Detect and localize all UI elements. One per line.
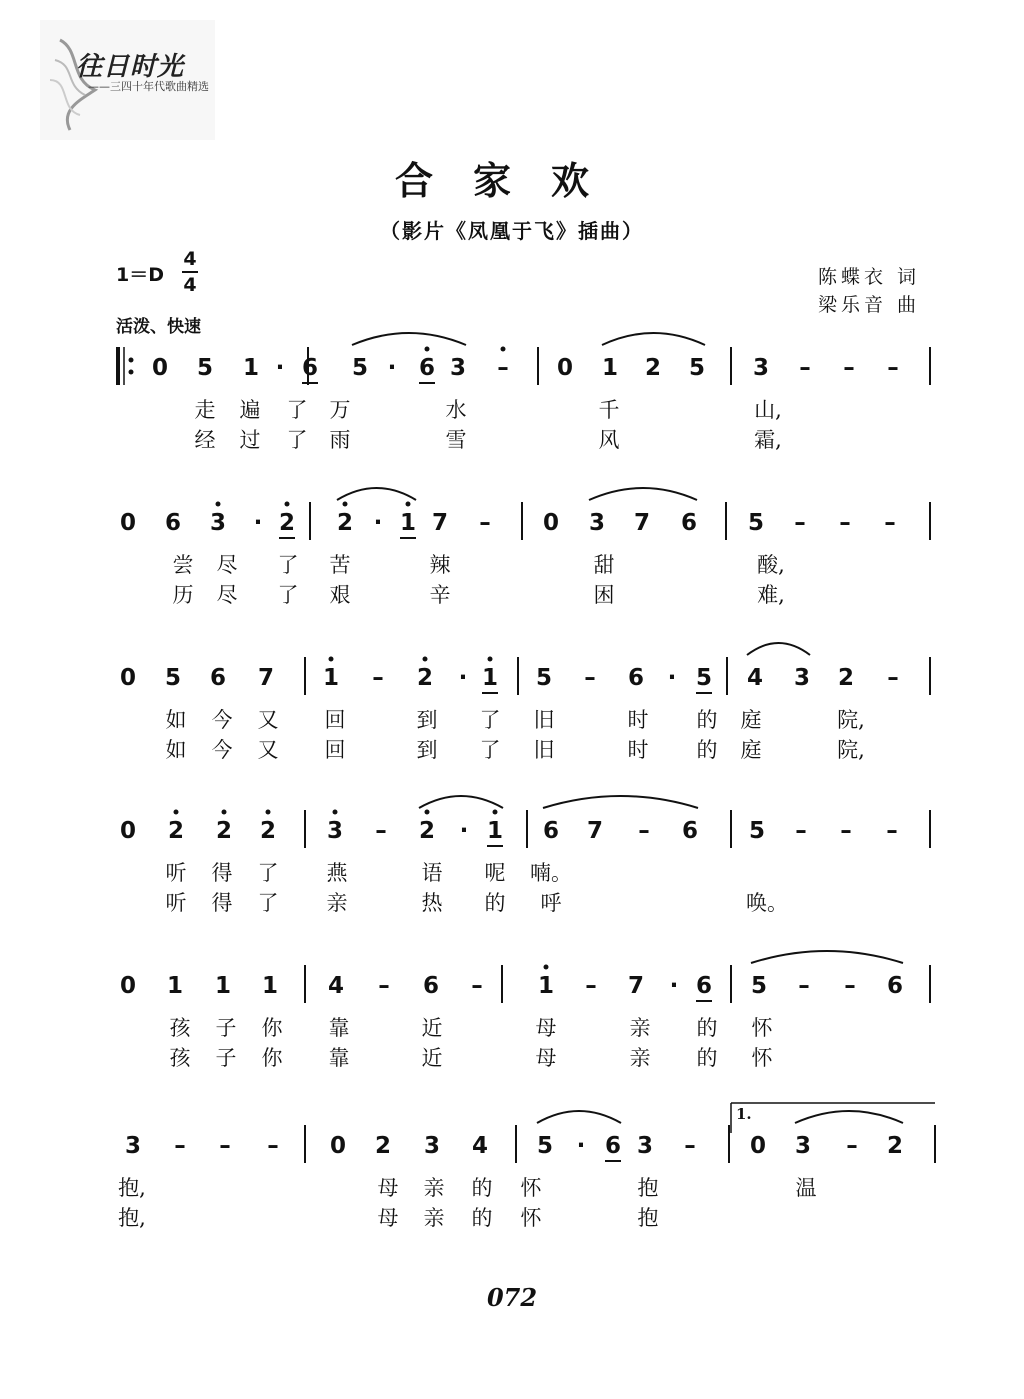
slur-arc [419, 796, 503, 808]
lyric-verse1: 了 [286, 398, 308, 422]
lyric-verse1: 甜 [593, 553, 615, 577]
note: 7 [633, 510, 651, 536]
octave-dot [174, 810, 179, 815]
dash-extension: – [887, 355, 899, 381]
augmentation-dot: · [576, 1133, 586, 1159]
composer-credit: 梁乐音 曲 [818, 294, 921, 316]
lyric-verse1: 酸, [757, 553, 785, 577]
note: 3 [449, 355, 467, 381]
lyric-verse2: 又 [257, 738, 279, 762]
note: 6 [680, 510, 698, 536]
lyric-verse2: 抱, [118, 1206, 146, 1230]
lyric-verse2: 母 [535, 1046, 557, 1070]
dash-extension: – [799, 355, 811, 381]
augmentation-dot: · [669, 973, 679, 999]
octave-dot [488, 657, 493, 662]
dash-extension: – [219, 1133, 231, 1159]
lyric-verse2: 亲 [423, 1206, 445, 1230]
lyric-verse2: 的 [696, 738, 718, 762]
lyric-verse2: 回 [324, 738, 346, 762]
augmentation-dot: · [459, 818, 469, 844]
lyric-verse1: 尽 [216, 553, 238, 577]
note: 1 [486, 818, 504, 844]
lyric-verse1: 得 [211, 861, 233, 885]
slur-arc [352, 333, 466, 345]
dash-extension: – [497, 355, 509, 381]
note: 6 [301, 355, 319, 381]
note: 7 [257, 665, 275, 691]
note: 1 [481, 665, 499, 691]
lyric-verse1: 院, [837, 708, 865, 732]
lyric-verse2: 辛 [429, 583, 451, 607]
dash-extension: – [479, 510, 491, 536]
lyric-verse1: 听 [165, 861, 187, 885]
note: 2 [374, 1133, 392, 1159]
dash-extension: – [267, 1133, 279, 1159]
augmentation-dot: · [275, 355, 285, 381]
note: 5 [750, 973, 768, 999]
note: 5 [536, 1133, 554, 1159]
note: 5 [164, 665, 182, 691]
lyric-verse1: 辣 [429, 553, 451, 577]
note: 2 [837, 665, 855, 691]
dash-extension: – [884, 510, 896, 536]
note: 3 [794, 1133, 812, 1159]
note: 6 [886, 973, 904, 999]
slur-arc [602, 333, 705, 345]
augmentation-dot: · [667, 665, 677, 691]
slur-arc [543, 796, 698, 808]
lyric-verse1: 走 [194, 398, 216, 422]
lyric-verse2: 你 [261, 1046, 283, 1070]
dash-extension: – [794, 510, 806, 536]
lyric-verse1: 了 [257, 861, 279, 885]
augmentation-dot: · [373, 510, 383, 536]
lyric-verse2: 了 [479, 738, 501, 762]
lyric-verse1: 呢 [484, 861, 506, 885]
tempo-marking: 活泼、快速 [116, 317, 201, 337]
note: 2 [215, 818, 233, 844]
lyric-verse2: 尽 [216, 583, 238, 607]
note: 3 [588, 510, 606, 536]
note: 6 [542, 818, 560, 844]
lyric-verse1: 回 [324, 708, 346, 732]
lyric-verse1: 如 [165, 708, 187, 732]
lyric-verse1: 时 [627, 708, 649, 732]
lyric-verse1: 温 [795, 1176, 817, 1200]
lyric-verse2: 雪 [445, 428, 467, 452]
note: 4 [746, 665, 764, 691]
note: 3 [423, 1133, 441, 1159]
lyric-verse1: 尝 [172, 553, 194, 577]
lyric-verse1: 苦 [329, 553, 351, 577]
note: 0 [329, 1133, 347, 1159]
lyric-verse2: 得 [211, 891, 233, 915]
dash-extension: – [798, 973, 810, 999]
lyric-verse2: 的 [471, 1206, 493, 1230]
augmentation-dot: · [458, 665, 468, 691]
lyric-verse2: 了 [257, 891, 279, 915]
repeat-dot [129, 370, 134, 375]
lyric-verse2: 怀 [520, 1206, 542, 1230]
octave-dot [406, 502, 411, 507]
lyric-verse2: 近 [421, 1046, 443, 1070]
logo-title: 往日时光 [76, 52, 185, 82]
note: 5 [351, 355, 369, 381]
lyric-verse1: 的 [696, 708, 718, 732]
song-title: 合家欢 [394, 158, 629, 203]
lyric-verse2: 子 [215, 1046, 237, 1070]
lyric-verse1: 近 [421, 1016, 443, 1040]
note: 6 [418, 355, 436, 381]
lyric-verse1: 水 [445, 398, 467, 422]
dash-extension: – [638, 818, 650, 844]
slur-arc [747, 643, 810, 655]
note: 3 [209, 510, 227, 536]
note: 1 [601, 355, 619, 381]
note: 2 [336, 510, 354, 536]
lyric-verse2: 抱 [637, 1206, 659, 1230]
note: 6 [695, 973, 713, 999]
note: 6 [422, 973, 440, 999]
octave-dot [333, 810, 338, 815]
dash-extension: – [471, 973, 483, 999]
note: 6 [209, 665, 227, 691]
lyric-verse1: 又 [257, 708, 279, 732]
lyric-verse2: 如 [165, 738, 187, 762]
note: 1 [399, 510, 417, 536]
lyricist-credit: 陈蝶衣 词 [818, 266, 921, 288]
note: 2 [167, 818, 185, 844]
dash-extension: – [846, 1133, 858, 1159]
lyric-verse1: 旧 [533, 708, 555, 732]
lyric-verse1: 到 [416, 708, 438, 732]
octave-dot [222, 810, 227, 815]
octave-dot [343, 502, 348, 507]
dash-extension: – [843, 355, 855, 381]
lyric-verse2: 今 [211, 738, 233, 762]
octave-dot [329, 657, 334, 662]
lyric-verse2: 靠 [328, 1046, 350, 1070]
song-subtitle: （影片《凤凰于飞》插曲） [380, 219, 644, 243]
octave-dot [216, 502, 221, 507]
note: 2 [418, 818, 436, 844]
lyric-verse2: 艰 [329, 583, 351, 607]
lyric-verse2: 难, [757, 583, 785, 607]
slur-arc [337, 488, 416, 500]
note: 7 [586, 818, 604, 844]
note: 3 [636, 1133, 654, 1159]
dash-extension: – [375, 818, 387, 844]
note: 0 [119, 818, 137, 844]
lyric-verse1: 抱, [118, 1176, 146, 1200]
octave-dot [493, 810, 498, 815]
lyric-verse1: 庭 [740, 708, 762, 732]
note: 4 [327, 973, 345, 999]
lyric-verse2: 霜, [754, 428, 782, 452]
lyric-verse1: 万 [329, 398, 351, 422]
lyric-verse1: 山, [754, 398, 782, 422]
dash-extension: – [886, 818, 898, 844]
lyric-verse1: 千 [598, 398, 620, 422]
augmentation-dot: · [387, 355, 397, 381]
octave-dot [423, 657, 428, 662]
slur-arc [795, 1111, 903, 1123]
note: 5 [535, 665, 553, 691]
lyric-verse2: 困 [593, 583, 615, 607]
octave-dot [544, 965, 549, 970]
lyric-verse1: 亲 [629, 1016, 651, 1040]
note: 2 [416, 665, 434, 691]
note: 0 [151, 355, 169, 381]
note: 0 [749, 1133, 767, 1159]
lyric-verse2: 亲 [326, 891, 348, 915]
lyric-verse1: 亲 [423, 1176, 445, 1200]
logo-subtitle: ——三四十年代歌曲精选 [88, 80, 209, 93]
note: 1 [261, 973, 279, 999]
note: 6 [681, 818, 699, 844]
note: 0 [119, 510, 137, 536]
lyric-verse1: 燕 [326, 861, 348, 885]
dash-extension: – [887, 665, 899, 691]
octave-dot [501, 347, 506, 352]
augmentation-dot: · [253, 510, 263, 536]
note: 1 [537, 973, 555, 999]
note: 6 [604, 1133, 622, 1159]
lyric-verse2: 的 [696, 1046, 718, 1070]
dash-extension: – [372, 665, 384, 691]
note: 2 [644, 355, 662, 381]
lyric-verse2: 时 [627, 738, 649, 762]
lyric-verse2: 院, [837, 738, 865, 762]
lyric-verse1: 的 [696, 1016, 718, 1040]
dash-extension: – [174, 1133, 186, 1159]
repeat-dot [129, 358, 134, 363]
dash-extension: – [684, 1133, 696, 1159]
lyric-verse2: 到 [416, 738, 438, 762]
note: 2 [259, 818, 277, 844]
note: 0 [542, 510, 560, 536]
lyric-verse1: 今 [211, 708, 233, 732]
note: 3 [793, 665, 811, 691]
note: 5 [747, 510, 765, 536]
note: 1 [242, 355, 260, 381]
note: 3 [124, 1133, 142, 1159]
lyric-verse1: 了 [479, 708, 501, 732]
lyric-verse2: 的 [484, 891, 506, 915]
octave-dot [285, 502, 290, 507]
note: 5 [196, 355, 214, 381]
lyric-verse2: 风 [598, 428, 620, 452]
lyric-verse1: 抱 [637, 1176, 659, 1200]
lyric-verse1: 靠 [328, 1016, 350, 1040]
slur-arc [751, 951, 903, 963]
lyric-verse1: 你 [261, 1016, 283, 1040]
note: 5 [695, 665, 713, 691]
lyric-verse2: 怀 [751, 1046, 773, 1070]
dash-extension: – [844, 973, 856, 999]
lyric-verse1: 语 [421, 861, 443, 885]
note: 3 [326, 818, 344, 844]
lyric-verse2: 雨 [329, 428, 351, 452]
lyric-verse1: 母 [535, 1016, 557, 1040]
note: 1 [166, 973, 184, 999]
dash-extension: – [795, 818, 807, 844]
lyric-verse2: 了 [286, 428, 308, 452]
lyric-verse2: 了 [277, 583, 299, 607]
dash-extension: – [839, 510, 851, 536]
note: 2 [886, 1133, 904, 1159]
lyric-verse2: 呼 [540, 891, 562, 915]
note: 0 [119, 973, 137, 999]
lyric-verse2: 母 [377, 1206, 399, 1230]
lyric-verse2: 历 [172, 583, 194, 607]
dash-extension: – [840, 818, 852, 844]
lyric-verse2: 旧 [533, 738, 555, 762]
octave-dot [425, 810, 430, 815]
lyric-verse2: 经 [194, 428, 216, 452]
page-number: 072 [486, 1283, 538, 1312]
dash-extension: – [378, 973, 390, 999]
lyric-verse1: 的 [471, 1176, 493, 1200]
lyric-verse1: 怀 [751, 1016, 773, 1040]
note: 7 [431, 510, 449, 536]
lyric-verse1: 孩 [169, 1016, 191, 1040]
time-signature-bottom: 4 [183, 274, 197, 296]
dash-extension: – [584, 665, 596, 691]
note: 5 [688, 355, 706, 381]
lyric-verse1: 喃。 [530, 861, 572, 885]
lyric-verse2: 热 [421, 891, 443, 915]
note: 0 [119, 665, 137, 691]
lyric-verse2: 听 [165, 891, 187, 915]
note: 4 [471, 1133, 489, 1159]
lyric-verse1: 了 [277, 553, 299, 577]
note: 0 [556, 355, 574, 381]
slur-arc [537, 1111, 621, 1123]
octave-dot [266, 810, 271, 815]
lyric-verse1: 遍 [239, 398, 261, 422]
lyric-verse1: 母 [377, 1176, 399, 1200]
octave-dot [425, 347, 430, 352]
lyric-verse2: 唤。 [746, 891, 788, 915]
volta-label: 1. [736, 1105, 752, 1123]
lyric-verse1: 怀 [520, 1176, 542, 1200]
time-signature-top: 4 [183, 248, 197, 270]
note: 5 [748, 818, 766, 844]
note: 1 [214, 973, 232, 999]
note: 7 [627, 973, 645, 999]
note: 1 [322, 665, 340, 691]
note: 2 [278, 510, 296, 536]
note: 6 [164, 510, 182, 536]
key-signature: 1＝D [116, 264, 164, 286]
dash-extension: – [585, 973, 597, 999]
note: 6 [627, 665, 645, 691]
lyric-verse2: 庭 [740, 738, 762, 762]
lyric-verse1: 子 [215, 1016, 237, 1040]
lyric-verse2: 过 [239, 428, 261, 452]
lyric-verse2: 孩 [169, 1046, 191, 1070]
lyric-verse2: 亲 [629, 1046, 651, 1070]
slur-arc [589, 488, 697, 500]
note: 3 [752, 355, 770, 381]
